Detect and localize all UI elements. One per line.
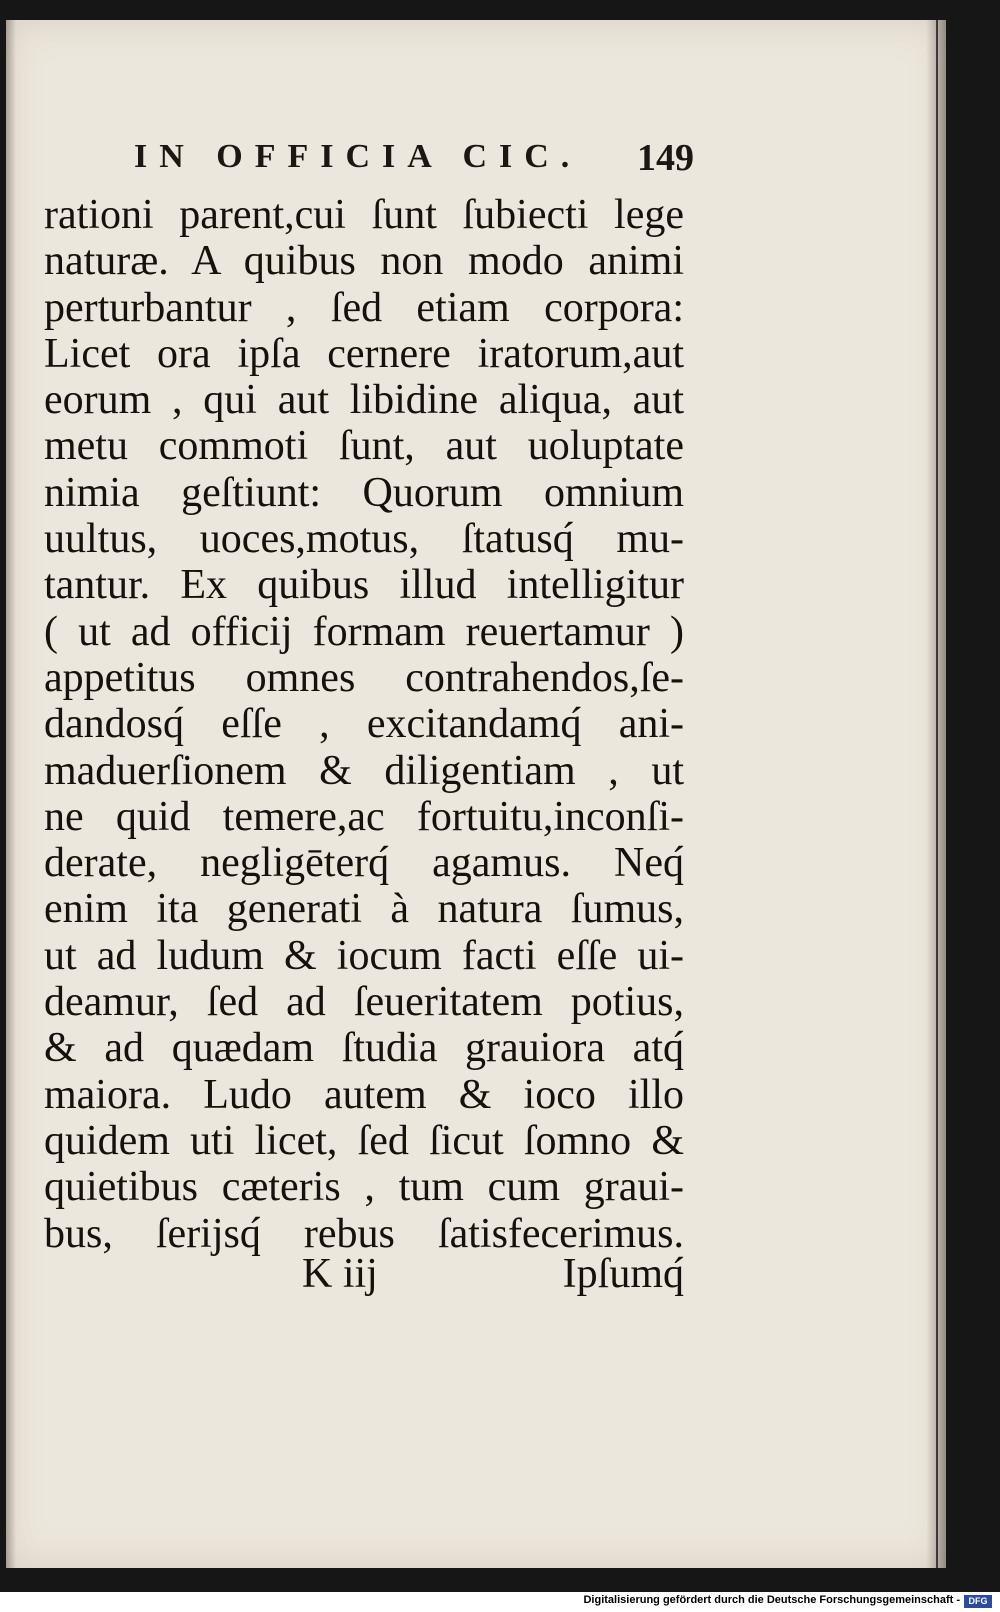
text-line: tantur. Ex quibus illud intelligitur <box>44 562 684 609</box>
book-page <box>6 20 946 1568</box>
text-line: Licet ora ipſa cernere iratorum,aut <box>44 330 684 377</box>
text-line: maiora. Ludo autem & ioco illo <box>44 1071 684 1118</box>
text-line: naturæ. A quibus non modo animi <box>44 238 684 285</box>
credit-text: Digitalisierung gefördert durch die Deutsche Forschungsgemeinschaft - <box>583 1594 960 1606</box>
running-head: IN OFFICIA CIC. <box>134 138 582 175</box>
text-line: eorum , qui aut libidine aliqua, aut <box>44 377 684 424</box>
text-line: ( ut ad officij formam reuertamur ) <box>44 608 684 655</box>
text-line: ut ad ludum & iocum facti eſſe ui- <box>44 932 684 979</box>
text-line: derate, negligēterq́ agamus. Neq́ <box>44 840 684 887</box>
text-line: & ad quædam ſtudia grauiora atq́ <box>44 1025 684 1072</box>
page-shadow-left <box>6 20 16 1568</box>
text-line: bus, ſerijsq́ rebus ſatisfecerimus. <box>44 1210 684 1257</box>
text-line: quidem uti licet, ſed ſicut ſomno & <box>44 1117 684 1164</box>
text-line: quietibus cæteris , tum cum graui- <box>44 1164 684 1211</box>
text-line: dandosq́ eſſe , excitandamq́ ani- <box>44 701 684 748</box>
text-line: enim ita generati à natura ſumus, <box>44 886 684 933</box>
text-line: uultus, uoces,motus, ſtatusq́ mu- <box>44 516 684 563</box>
text-line: deamur, ſed ad ſeueritatem potius, <box>44 979 684 1026</box>
body-text <box>44 192 684 1257</box>
text-line: rationi parent,cui ſunt ſubiecti lege <box>44 192 684 238</box>
catchword: Ipſumq́ <box>562 1251 684 1297</box>
signature-mark: K iij <box>302 1251 378 1297</box>
dfg-logo-icon: DFG <box>964 1595 992 1608</box>
text-line: appetitus omnes contrahendos,ſe- <box>44 654 684 701</box>
page-edge-line <box>936 20 938 1568</box>
credit-bar <box>0 1592 1000 1612</box>
page-number: 149 <box>637 137 694 179</box>
text-line: maduerſionem & diligentiam , ut <box>44 747 684 794</box>
text-line: perturbantur , ſed etiam corpora: <box>44 284 684 331</box>
text-line: ne quid temere,ac fortuitu,inconſi- <box>44 793 684 840</box>
text-line: nimia geſtiunt: Quorum omnium <box>44 469 684 516</box>
page-header <box>134 138 694 182</box>
text-line: metu commoti ſunt, aut uoluptate <box>44 423 684 470</box>
page-footer <box>44 1250 684 1302</box>
